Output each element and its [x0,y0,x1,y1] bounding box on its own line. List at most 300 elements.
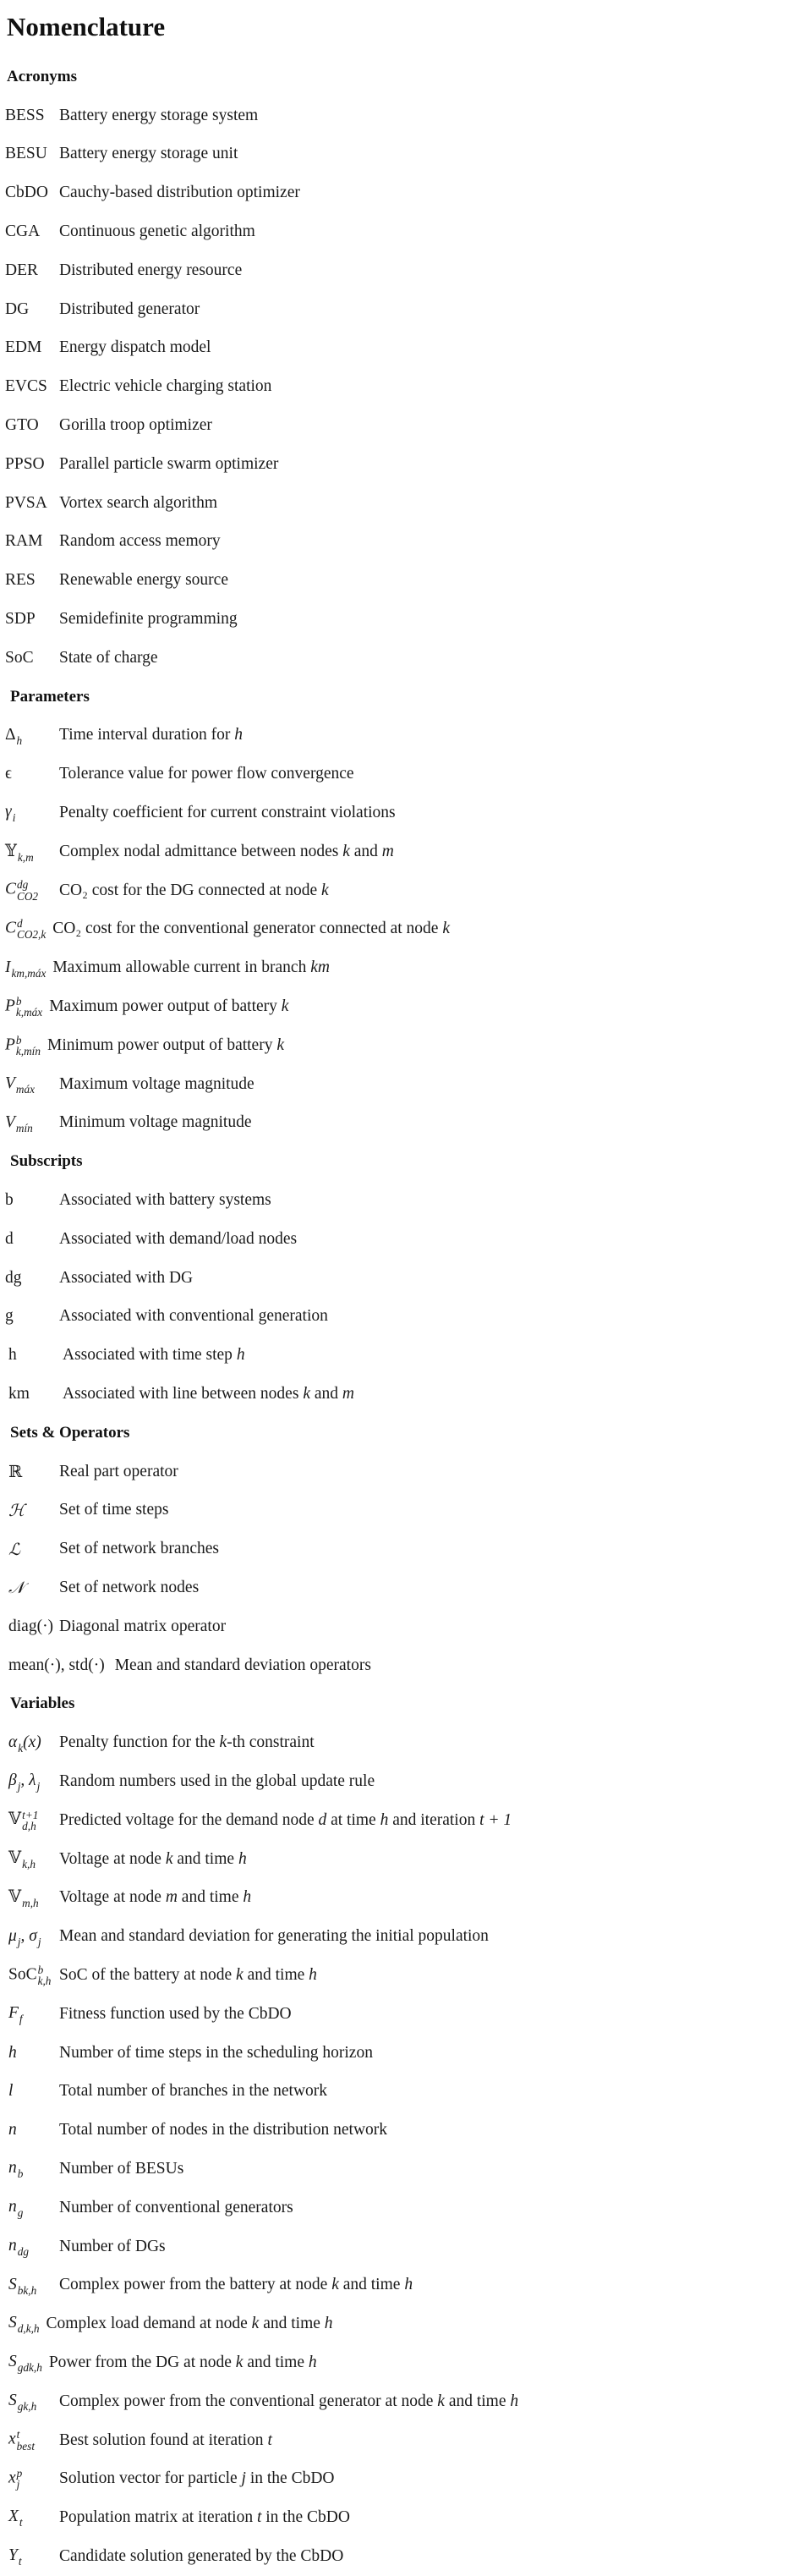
variable-symbol [0,1809,59,1832]
definition [63,1346,245,1365]
set-operator-row [0,1491,810,1530]
parameter-symbol [0,802,59,823]
symbol-scripts [17,918,46,941]
definition [59,2005,292,2024]
symbol-base: S [8,2314,17,2332]
symbol-base: 𝕍 [8,1888,22,1907]
variable-row [0,2189,810,2227]
definition [59,2276,413,2294]
symbol-scripts [38,1936,41,1947]
parameter-symbol [0,1035,47,1057]
set-operator-row [0,1646,810,1685]
acronym-term: SoC [5,648,34,667]
definition [59,2469,335,2488]
acronym-term: BESS [5,106,45,124]
math-variable: k [281,997,289,1016]
definition [59,1230,297,1249]
set-operator-definition: Diagonal matrix operator [59,1617,227,1635]
symbol-superscript: p [16,2467,23,2480]
variable-symbol [0,1887,59,1909]
symbol-scripts [22,1810,38,1832]
symbol-base: 𝕐 [5,842,17,860]
symbol-subscript: f [19,2013,23,2026]
definition-text: and time [259,2315,325,2333]
definition-text: in the CbDO [245,2469,335,2488]
variable-row [0,1723,810,1762]
symbol-superscript: b [15,1033,22,1046]
definition-text: Total number of branches in the network [59,2082,328,2101]
acronym-term: DER [5,261,38,279]
definition-text: and time [177,1888,244,1907]
math-variable: k [303,1384,310,1403]
variable-row [0,2266,810,2304]
acronym-definition: Renewable energy source [59,571,228,590]
set-operator-row [0,1453,810,1491]
parameter-row [0,1026,810,1065]
definition-text: Complex power from the battery at node [59,2276,332,2294]
math-variable: k [321,881,329,899]
symbol-base: μ [8,1926,17,1945]
acronym-term: DG [5,299,30,318]
symbol-base: 𝕍 [8,1810,22,1829]
definition [59,1113,251,1132]
math-variable: k [235,2353,244,2371]
acronym-term: CGA [5,222,41,241]
subscript-row [0,1259,810,1298]
math-variable: k [251,2315,260,2333]
set-operator-term: ℒ [8,1539,21,1559]
acronym-row [0,406,810,445]
set-operator-definition: Mean and standard deviation operators [114,1656,371,1674]
acronym-row [0,561,810,600]
symbol-base: V [5,1074,15,1093]
definition [59,804,396,822]
definition-text: Number of DGs [59,2237,166,2255]
acronym-row [0,445,810,484]
symbol-subscript: k,mín [15,1044,41,1057]
definition-text: Mean and standard deviation for generating the initial population [59,1927,489,1946]
parameter-row [0,794,810,832]
acronym-definition: Cauchy-based distribution optimizer [59,184,300,202]
math-variable: h [404,2276,413,2294]
variable-row [0,2304,810,2343]
definition [59,2431,272,2450]
parameter-row [0,717,810,755]
definition-text: Associated with line between nodes [63,1384,304,1403]
acronym-term: PVSA [5,493,47,512]
definition [59,1772,375,1791]
acronym-definition: Semidefinite programming [59,610,238,629]
symbol-subscript: k,h [22,1858,36,1871]
section-heading-sets_operators: Sets & Operators [10,1423,130,1442]
acronym-row [0,484,810,523]
variable-symbol [0,2003,59,2024]
definition [59,1733,315,1752]
symbol-scripts [19,2013,23,2024]
symbol-subscript: d,k,h [17,2322,40,2336]
variable-row [0,2498,810,2537]
acronym-row [0,329,810,368]
definition-text: CO₂ cost for the conventional generator connected at node [52,920,443,938]
symbol-subscript: CO2,k [17,928,47,942]
math-variable: k [219,1733,227,1752]
subscript-term: dg [5,1268,22,1287]
subscript-row [0,1375,810,1414]
definition [59,843,394,861]
math-variable: t + 1 [479,1810,512,1829]
math-variable: h [380,1810,389,1829]
subscript-row [0,1336,810,1375]
symbol-superscript: t [16,2428,20,2441]
variable-row [0,2034,810,2073]
definition-text: -th constraint [227,1733,315,1752]
math-variable: m [342,1384,354,1403]
symbol-subscript: mín [15,1121,33,1134]
variable-symbol [0,2275,59,2296]
math-variable: j [241,2469,246,2488]
set-operator-definition: Set of network branches [59,1540,219,1558]
variable-symbol [0,2158,59,2179]
symbol-scripts [17,2468,23,2491]
section-heading-subscripts: Subscripts [10,1152,83,1171]
variable-symbol [0,2236,59,2257]
acronym-term: EDM [5,338,42,357]
parameter-symbol [0,958,52,979]
subscript-term: g [5,1307,14,1326]
symbol-scripts [16,996,42,1019]
definition-text: Maximum voltage magnitude [59,1074,254,1093]
parameter-symbol [0,725,59,746]
parameter-row [0,987,810,1026]
definition [59,1269,193,1288]
definition [63,1385,354,1403]
symbol-scripts [18,2401,36,2412]
symbol-subscript: t [18,2555,22,2568]
definition [59,1307,328,1326]
symbol-base: Y [8,2546,18,2565]
definition [59,1966,317,1985]
variable-symbol [0,2352,49,2373]
definition [59,2121,387,2139]
definition-text: and time [172,1849,238,1868]
definition-text: Power from the DG at node [48,2353,236,2371]
subscript-term: h [8,1346,17,1365]
variable-symbol [0,2507,59,2528]
definition [59,1075,254,1094]
symbol-base: l [8,2082,14,2101]
parameter-row [0,948,810,987]
math-variable: k [236,1965,244,1984]
definition [59,2547,343,2566]
symbol-scripts [19,2556,22,2567]
symbol-base: n [8,2237,17,2255]
symbol-scripts [16,1084,35,1095]
symbol-base: n [8,2198,17,2216]
math-variable: h [309,1965,317,1984]
symbol-subscript: b [17,2167,24,2181]
math-variable: h [324,2315,333,2333]
definition [59,2392,518,2411]
parameter-symbol [0,879,59,902]
parameter-row [0,832,810,871]
symbol-base: Δ [5,725,16,744]
definition-text: Population matrix at iteration [59,2508,257,2527]
acronym-definition: Electric vehicle charging station [59,377,272,396]
acronym-row [0,639,810,678]
definition [49,997,288,1016]
acronym-definition: Battery energy storage system [59,106,259,124]
definition [52,920,450,938]
definition-text: at time [326,1810,380,1829]
parameter-symbol [0,765,59,783]
section-heading-parameters: Parameters [10,687,90,706]
definition-text: Associated with conventional generation [59,1307,328,1326]
definition-text: Random numbers used in the global update rule [59,1771,375,1790]
symbol-subscript: j [17,1780,21,1793]
acronym-row [0,251,810,290]
symbol-base: γ [5,803,12,821]
symbol-base: n [8,2121,17,2139]
parameter-symbol [0,1112,59,1134]
acronym-definition: Distributed energy resource [59,261,243,279]
parameter-symbol [0,1074,59,1095]
symbol-base: 𝕍 [8,1849,22,1868]
set-operator-term: ℋ [8,1500,25,1520]
definition-text: Number of conventional generators [59,2198,293,2216]
definition [59,726,243,744]
symbol-base: P [5,1035,15,1054]
definition-text: Minimum voltage magnitude [59,1113,252,1132]
variable-symbol [0,1926,59,1947]
math-variable: h [308,2353,317,2371]
symbol-base: ϵ [5,765,12,783]
acronym-row [0,290,810,329]
acronym-row [0,600,810,639]
symbol-subscript: j [36,1780,41,1793]
definition [47,2315,333,2333]
variable-row [0,1995,810,2034]
variable-symbol [0,2313,47,2334]
definition-text: SoC of the battery at node [59,1965,237,1984]
symbol-superscript: b [15,994,22,1008]
variable-row [0,1840,810,1879]
acronym-row [0,212,810,251]
symbol-base: β [8,1771,17,1790]
symbol-base: P [5,997,15,1015]
symbol-scripts [18,2362,42,2373]
symbol-base: X [8,2507,19,2526]
symbol-base: h [8,2043,17,2062]
math-variable: h [243,1888,252,1907]
symbol-subscript: i [12,811,16,825]
symbol-subscript: j [37,1935,41,1948]
variable-symbol [0,1733,59,1754]
symbol-base: SoC [8,1965,37,1984]
symbol-subscript: j [17,1935,21,1948]
set-operator-definition: Set of network nodes [59,1578,200,1596]
definition-text: Associated with time step [63,1346,237,1365]
definition-text: Maximum power output of battery [49,997,282,1016]
symbol-subscript: gdk,h [17,2361,42,2375]
acronym-definition: Energy dispatch model [59,338,211,357]
math-variable: k [276,1035,284,1054]
definition [49,2354,317,2372]
variable-row [0,2459,810,2498]
symbol-scripts [16,1123,33,1134]
variable-row [0,1762,810,1801]
math-variable: h [236,1346,245,1365]
parameter-row [0,755,810,794]
variable-row [0,2072,810,2111]
symbol-scripts [18,2168,24,2179]
parameter-row [0,910,810,949]
definition [59,765,354,783]
variable-symbol [0,2082,59,2101]
acronym-term: SDP [5,610,36,629]
set-operator-term: diag(·) [8,1617,54,1635]
symbol-subscript: k,h [37,1974,52,1987]
definition-text: CO₂ cost for the DG connected at node [59,881,322,899]
parameter-row [0,871,810,910]
variable-row [0,2227,810,2266]
nomenclature-list [0,58,810,2576]
symbol-scripts [22,1898,39,1909]
definition-text: Complex nodal admittance between nodes [59,842,343,860]
variable-symbol [0,1848,59,1870]
definition-text: and time [338,2276,405,2294]
math-variable: k [342,842,350,860]
symbol-base: C [5,919,17,937]
page-title: Nomenclature [7,12,166,41]
symbol-subscript: h [16,733,23,747]
math-variable: k [442,920,450,938]
math-variable: h [238,1849,247,1868]
symbol-scripts [19,2517,23,2528]
variable-row [0,1801,810,1840]
definition-text: in the CbDO [261,2508,350,2527]
symbol-scripts [17,2429,35,2452]
definition [59,2160,183,2178]
symbol-superscript: b [37,1963,44,1976]
variable-row [0,2537,810,2576]
symbol-base: F [8,2004,19,2023]
symbol-scripts [18,2207,24,2218]
symbol-subscript: gk,h [17,2400,37,2414]
definition-text: Solution vector for particle [59,2469,242,2488]
acronym-term: GTO [5,416,39,435]
definition [59,1191,271,1210]
definition [59,882,329,900]
symbol-base: V [5,1112,15,1131]
math-variable: k [437,2392,445,2410]
definition [59,2199,293,2217]
symbol-base: I [5,958,11,976]
symbol-superscript: d [17,917,23,931]
subscript-term: b [5,1191,14,1209]
symbol-subscript: best [16,2439,35,2452]
acronym-term: PPSO [5,454,45,473]
math-variable: k [165,1849,173,1868]
symbol-scripts [13,812,16,823]
symbol-subscript: j [16,2478,20,2491]
subscript-term: d [5,1229,14,1248]
parameter-row [0,1065,810,1104]
acronym-term: CbDO [5,184,48,202]
symbol-superscript: dg [17,878,29,892]
definition-text: and time [243,1965,309,1984]
math-variable: h [234,726,243,744]
acronym-definition: Battery energy storage unit [59,145,238,163]
symbol-base: x [8,2430,16,2448]
definition-text: and time [444,2392,511,2410]
symbol-scripts [12,968,47,979]
acronym-row [0,135,810,174]
definition-text: Complex power from the conventional generator at node [59,2392,438,2410]
definition-text: Fitness function used by the CbDO [59,2004,292,2023]
definition-text: Time interval duration for [59,726,235,744]
acronym-definition: Distributed generator [59,299,200,318]
definition [59,2238,166,2256]
definition [52,958,330,977]
variable-row [0,1878,810,1917]
symbol-subscript: bk,h [17,2283,37,2297]
acronym-definition: Parallel particle swarm optimizer [59,454,279,473]
definition [59,1927,489,1946]
acronym-term: RES [5,571,36,590]
symbol-subscript: g [17,2206,24,2220]
symbol-base: α [8,1733,18,1751]
symbol-base: n [8,2159,17,2178]
symbol-subscript: d,h [22,1819,36,1832]
acronym-row [0,367,810,406]
variable-symbol [0,2429,59,2452]
set-operator-term: mean(·), std(·) [8,1656,105,1674]
variable-symbol [0,1964,59,1987]
symbol-scripts [17,735,23,746]
variable-row [0,2343,810,2382]
parameter-symbol [0,841,59,863]
math-variable: m [381,842,394,860]
definition-text: Maximum allowable current in branch [52,958,311,977]
definition [59,2044,373,2062]
symbol-scripts [38,1964,52,1987]
symbol-base: S [8,2275,17,2293]
variable-row [0,2421,810,2460]
variable-symbol [0,2468,59,2491]
acronym-definition: Vortex search algorithm [59,493,218,512]
definition-text: Voltage at node [59,1849,166,1868]
definition-text: Number of time steps in the scheduling horizon [59,2043,373,2062]
variable-row [0,2150,810,2189]
definition-text: Penalty coefficient for current constraint violations [59,804,396,822]
math-variable: h [510,2392,519,2410]
symbol-base: S [8,2353,17,2371]
set-operator-term: 𝒩 [8,1578,25,1598]
symbol-scripts [37,1781,41,1792]
math-variable: t [256,2508,262,2527]
set-operator-row [0,1530,810,1568]
acronym-definition: Random access memory [59,532,221,551]
acronym-row [0,173,810,212]
symbol-base: S [8,2392,17,2410]
acronym-definition: Continuous genetic algorithm [59,222,255,241]
symbol-subscript: t [19,2516,23,2529]
symbol-subscript: k,m [17,850,34,864]
set-operator-row [0,1607,810,1646]
symbol-base: C [5,881,17,899]
symbol-base: x [8,2469,16,2487]
set-operator-definition: Set of time steps [59,1501,169,1519]
